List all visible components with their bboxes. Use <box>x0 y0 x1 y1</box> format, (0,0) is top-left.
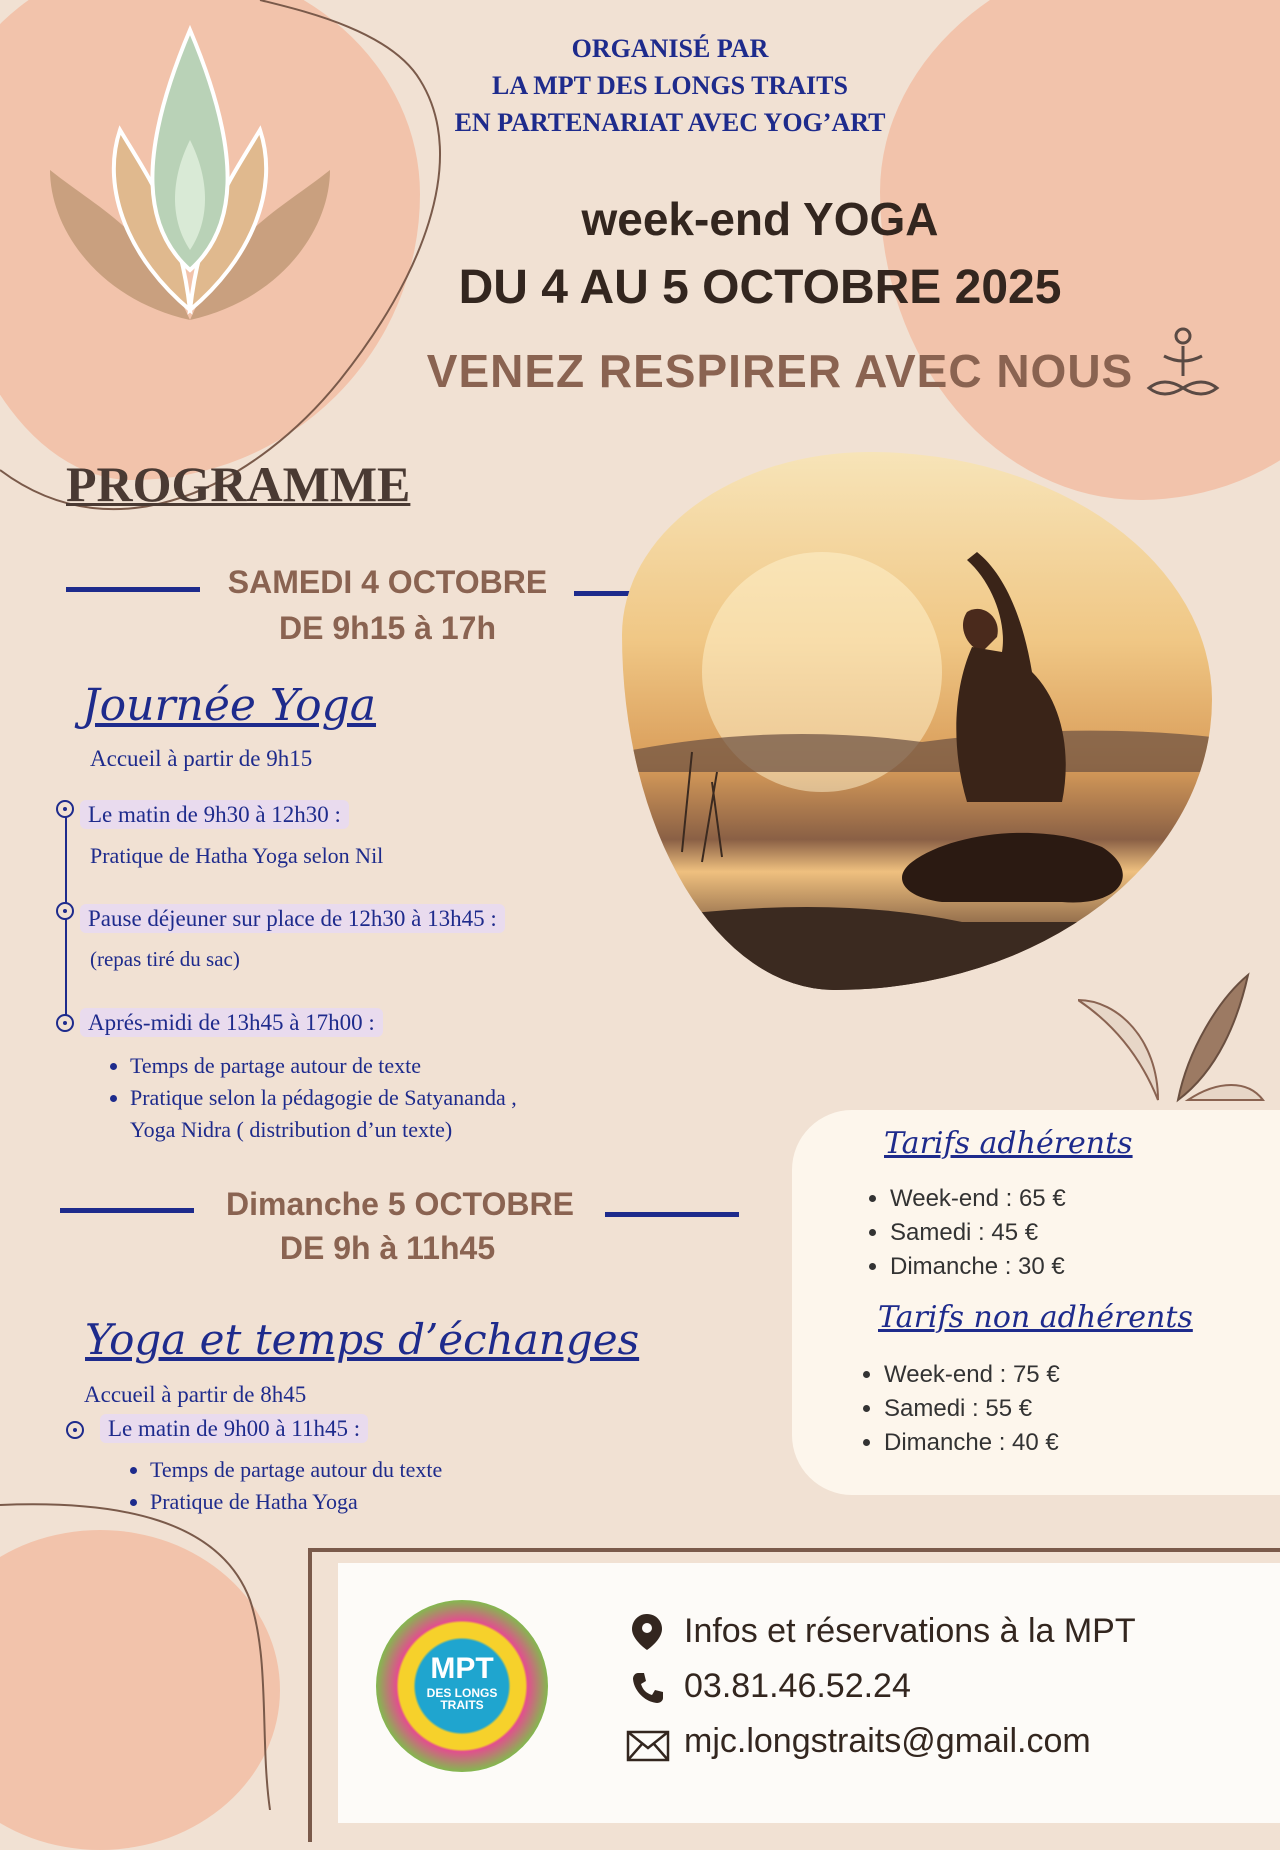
day2-accueil: Accueil à partir de 8h45 <box>84 1382 307 1407</box>
day1-hours: DE 9h15 à 17h <box>279 610 496 646</box>
tagline: VENEZ RESPIRER AVEC NOUS <box>426 345 1134 397</box>
organiser-text <box>360 30 980 141</box>
tarifs-non-adherents-list <box>824 1358 1060 1460</box>
list-item: • Week-end : 75 € <box>884 1358 1060 1392</box>
list-item: • Temps de partage autour du texte <box>150 1454 442 1486</box>
location-pin-icon <box>630 1612 664 1652</box>
timeline-dot-icon <box>56 800 74 818</box>
slot-label: Le matin de 9h30 à 12h30 : <box>80 800 349 829</box>
mail-icon <box>626 1730 670 1762</box>
phone-icon <box>630 1670 666 1706</box>
slot-label: Aprés-midi de 13h45 à 17h00 : <box>80 1008 383 1037</box>
list-item-continuation: Yoga Nidra ( distribution d’un texte) <box>130 1117 453 1142</box>
day1-title: SAMEDI 4 OCTOBRE <box>227 564 548 600</box>
divider-line <box>605 1212 739 1217</box>
organiser-line: LA MPT DES LONGS TRAITS <box>492 71 848 100</box>
footer-info: Infos et réservations à la MPT <box>684 1612 1136 1650</box>
tarifs-adherents-list <box>830 1182 1066 1284</box>
logo-text: MPT <box>430 1652 494 1685</box>
leaf-decoration-icon <box>1078 970 1268 1110</box>
list-item: • Week-end : 65 € <box>890 1182 1066 1216</box>
slot-detail: (repas tiré du sac) <box>90 947 240 971</box>
tarifs-non-adherents-block <box>878 1300 1193 1335</box>
day2-title: Dimanche 5 OCTOBRE <box>226 1186 574 1222</box>
tarifs-adherents-block <box>884 1126 1133 1161</box>
tarifs-adherents-title: Tarifs adhérents <box>884 1126 1133 1161</box>
timeline-dot-icon <box>56 902 74 920</box>
footer-phone[interactable]: 03.81.46.52.24 <box>684 1667 911 1705</box>
footer-email[interactable]: mjc.longstraits@gmail.com <box>684 1722 1091 1760</box>
timeline-dot-icon <box>56 1014 74 1032</box>
programme-heading: PROGRAMME <box>66 456 411 512</box>
organiser-line: ORGANISÉ PAR <box>571 34 769 63</box>
logo-text: TRAITS <box>440 1698 484 1712</box>
day2-script-title: Yoga et temps d’échanges <box>85 1315 640 1364</box>
day2-hours: DE 9h à 11h45 <box>279 1230 496 1266</box>
timeline-dot-icon <box>66 1421 84 1439</box>
slot-label: Pause déjeuner sur place de 12h30 à 13h45 : <box>80 904 505 933</box>
list-item: • Samedi : 55 € <box>884 1392 1060 1426</box>
event-dates: DU 4 AU 5 OCTOBRE 2025 <box>458 261 1062 314</box>
lotus-logo-icon <box>40 20 340 340</box>
list-item: • Dimanche : 30 € <box>890 1250 1066 1284</box>
divider-line <box>66 587 200 592</box>
slot-bullets <box>104 1050 664 1146</box>
tarifs-card <box>792 1110 1280 1495</box>
slot-detail: Pratique de Hatha Yoga selon Nil <box>90 843 384 868</box>
day1-script-title: Journée Yoga <box>82 680 377 731</box>
yoga-figure-icon <box>1144 326 1222 406</box>
list-item: • Pratique de Hatha Yoga <box>150 1486 442 1518</box>
day1-accueil: Accueil à partir de 9h15 <box>90 746 313 771</box>
divider-line <box>60 1208 194 1213</box>
list-item: • Samedi : 45 € <box>890 1216 1066 1250</box>
mpt-logo <box>376 1600 548 1772</box>
organiser-line: EN PARTENARIAT AVEC YOG’ART <box>454 108 886 137</box>
list-item: • Pratique selon la pédagogie de Satyananda , <box>130 1082 664 1114</box>
list-item: • Temps de partage autour de texte <box>130 1050 664 1082</box>
tarifs-non-adherents-title: Tarifs non adhérents <box>878 1300 1193 1335</box>
event-title: week-end YOGA <box>581 193 939 245</box>
logo-text: DES LONGS <box>426 1686 498 1700</box>
list-item: • Dimanche : 40 € <box>884 1426 1060 1460</box>
slot-label: Le matin de 9h00 à 11h45 : <box>100 1414 368 1443</box>
day2-bullets <box>124 1454 442 1518</box>
